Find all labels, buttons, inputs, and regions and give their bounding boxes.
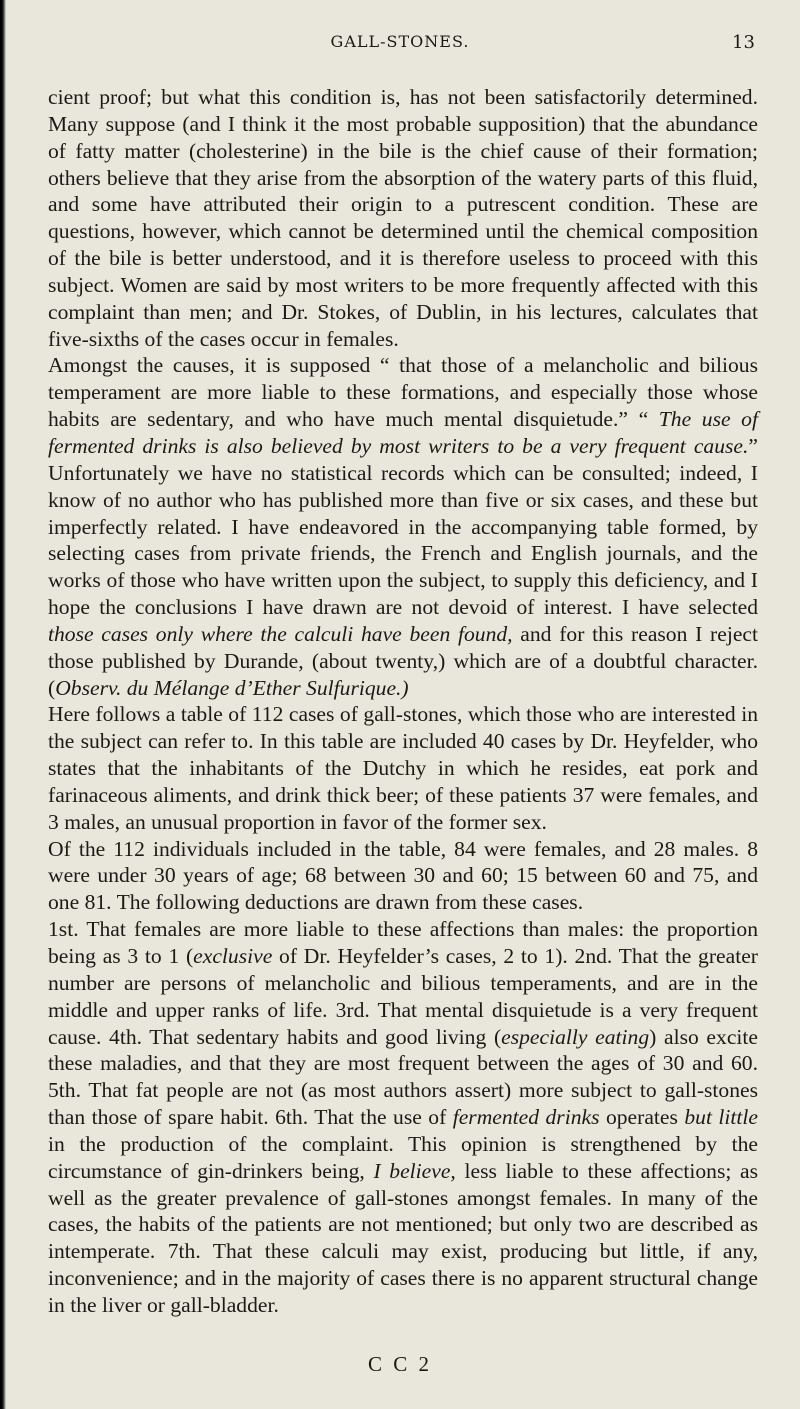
paragraph-5-italic-5: I believe, — [373, 1158, 456, 1183]
paragraph-5-text-b: of Dr. Heyfelder’s cases, 2 to 1). 2nd. That the greater number are persons of melancholic and bilious temperaments, and are in the middle and upper ranks of life. 3rd. That mental disquietude is a very frequent cause. 4th. That sedentary habits and good living ( — [48, 944, 758, 1049]
paragraph-3 — [48, 701, 758, 835]
paragraph-5-text-d: operates — [599, 1105, 685, 1130]
paragraph-2 — [48, 352, 758, 701]
running-title: GALL-STONES. — [330, 32, 470, 51]
paragraph-2-text-c: and for this reason I reject those published by Durande, (about twenty,) which are of a doubtful character. ( — [48, 621, 758, 700]
paragraph-2-text-b: ” Unfortunately we have no statistical records which can be consulted; indeed, I know of no author who has published more than five or six cases, and these but imperfectly related. I have endeavored in the accompanying table formed, by selecting cases from private friends, the French and English journals, and the works of those who have written upon the subject, to supply this deficiency, and I hope the conclusions I have drawn are not devoid of interest. I have selected — [48, 433, 758, 620]
paragraph-1-text: cient proof; but what this condition is, has not been satisfactorily determined. Many suppose (and I think it the most probable supposition) that the abundance of fatty matter (cholesterine) in the bile is the chief cause of their formation; others believe that they arise from the absorption of the watery parts of this fluid, and some have attributed their origin to a putrescent condition. These are questions, however, which cannot be determined until the chemical composition of the bile is better understood, and it is therefore useless to proceed with this subject. Women are said by most writers to be more frequently affected with this complaint than men; and Dr. Stokes, of Dublin, in his lectures, calculates that five-sixths of the cases occur in females. — [48, 85, 758, 351]
body-text — [48, 84, 758, 1319]
paragraph-3-text: Here follows a table of 112 cases of gall-stones, which those who are interested in the subject can refer to. In this table are included 40 cases by Dr. Heyfelder, who states that the inhabitants of the Dutchy in which he resides, eat pork and farinaceous aliments, and drink thick beer; of these patients 37 were females, and 3 males, an unusual proportion in favor of the former sex. — [48, 702, 758, 834]
running-head — [0, 32, 800, 56]
paragraph-2-text-a: Amongst the causes, it is supposed “ that those of a melancholic and bilious temperament are more liable to these formations, and especially those whose habits are sedentary, and who have much mental disquietude.” “ — [48, 353, 758, 432]
paragraph-5-italic-2: especially eating — [501, 1024, 650, 1049]
paragraph-5 — [48, 916, 758, 1319]
page-number: 13 — [732, 32, 755, 53]
paragraph-5-italic-3: fermented drinks — [452, 1105, 600, 1130]
paragraph-5-italic-4: but little — [684, 1105, 758, 1130]
paragraph-5-text-e: in the production of the complaint. This opinion is strengthened by the circumstance of gin-drinkers being, — [48, 1131, 758, 1183]
paragraph-2-italic-3: Observ. du Mélange d’Ether Sulfurique.) — [55, 675, 409, 700]
paragraph-4-text: Of the 112 individuals included in the table, 84 were females, and 28 males. 8 were under 30 years of age; 68 between 30 and 60; 15 between 60 and 75, and one 81. The following deductions are drawn from these cases. — [48, 836, 758, 915]
paragraph-5-text-f: less liable to these affections; as well as the greater prevalence of gall-stones amongst females. In many of the cases, the habits of the patients are not mentioned; but only two are described as intemperate. 7th. That these calculi may exist, producing but little, if any, inconvenience; and in the majority of cases there is no apparent structural change in the liver or gall-bladder. — [48, 1158, 759, 1317]
paragraph-5-text-a: 1st. That females are more liable to these affections than males: the proportion being as 3 to 1 ( — [48, 917, 758, 968]
paragraph-5-italic-1: exclusive — [193, 944, 273, 968]
paragraph-5-text-c: ) also excite these maladies, and that they are most frequent between the ages of 30 and 60. 5th. That fat people are not (as most authors assert) more subject to gall-stones than those of spare habit. 6th. That the use of — [48, 1024, 758, 1130]
paragraph-4 — [48, 836, 758, 917]
paragraph-1 — [48, 84, 758, 352]
signature-mark: C C 2 — [367, 1352, 432, 1376]
paragraph-2-italic-2: those cases only where the calculi have been found, — [48, 621, 513, 646]
paragraph-2-italic-1: The use of fermented drinks is also believed by most writers to be a very frequent cause. — [48, 407, 758, 458]
